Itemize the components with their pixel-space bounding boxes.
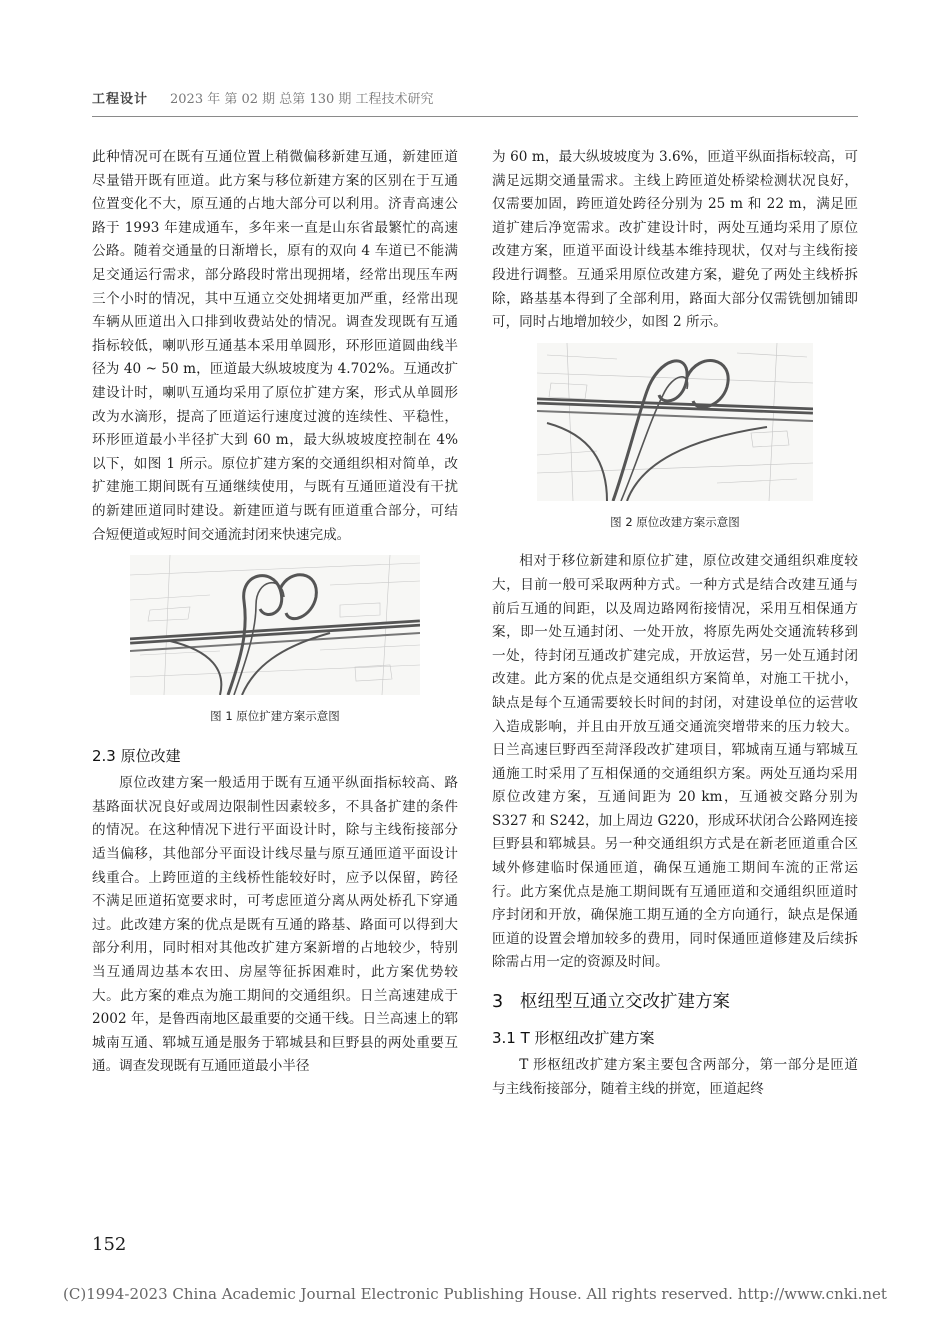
section-title: 枢纽型互通立交改扩建方案 — [520, 992, 730, 1013]
copyright-footer: (C)1994-2023 China Academic Journal Electronic Publishing House. All rights reserved. http://www.cnki.net — [63, 1285, 887, 1303]
section-heading-2-3: 2.3 原位改建 — [92, 746, 181, 765]
section-heading-3 — [492, 991, 858, 1015]
running-header — [92, 88, 858, 117]
paragraph: 为 60 m，最大纵坡坡度为 3.6%，匝道平纵面指标较高，可满足远期交通量需求。主线上跨匝道处桥梁检测状况良好，仅需要加固，跨匝道处跨径分别为 25 m 和 22 m，满足匝道扩建后净宽需求。改扩建设计时，两处互通均采用了原位改建方案，匝道平面设计线基本维持现状，仅对与主线衔接段进行调整。互通采用原位改建方案，避免了两处主线桥拆除，路基基本得到了全部利用，路面大部分仅需铣刨加铺即可，同时占地增加较少，如图 2 所示。 — [492, 149, 858, 331]
right-column — [492, 146, 858, 1101]
section-number: 3 — [492, 992, 504, 1013]
figure-2-caption: 图 2 原位改建方案示意图 — [610, 514, 740, 529]
figure-2 — [492, 343, 858, 501]
paragraph: 此种情况可在既有互通位置上稍微偏移新建互通，新建匝道尽量错开既有匝道。此方案与移位新建方案的区别在于互通位置变化不大，原互通的占地大部分可以利用。济青高速公路于 1993 年建成通车，多年来一直是山东省最繁忙的高速公路。随着交通量的日渐增长，原有的双向 4 车道已不能满足交通运行需求，部分路段时常出现拥堵，经常出现压车两三个小时的情况，其中互通立交处拥堵更加严重，经常出现车辆从匝道出入口排到收费站处的情况。调查发现既有互通指标较低，喇叭形互通基本采用单圆形，环形匝道圆曲线半径为 40 ~ 50 m，匝道最大纵坡坡度为 4.702%。互通改扩建设计时，喇叭互通均采用了原位扩建方案，形式从单圆形改为水滴形，提高了匝道运行速度过渡的连续性、平稳性，环形匝道最小半径扩大到 60 m，最大纵坡坡度控制在 4% 以下，如图 1 所示。原位扩建方案的交通组织相对简单，改扩建施工期间既有互通继续使用，与既有互通匝道没有干扰的新建匝道同时建设。新建匝道与既有匝道重合部分，可结合短便道或短时间交通流封闭来快速完成。 — [92, 149, 458, 543]
left-column — [92, 146, 458, 1079]
paragraph: 相对于移位新建和原位扩建，原位改建交通组织难度较大，目前一般可采取两种方式。一种方式是结合改建互通与前后互通的间距，以及周边路网衔接情况，采用互相保通方案，即一处互通封闭、一处开放，将原先两处交通流转移到一处，待封闭互通改扩建完成，开放运营，另一处互通封闭改建。此方案的优点是交通组织方案简单，对施工干扰小，缺点是每个互通需要较长时间的封闭，对建设单位的运营收入造成影响，并且由开放互通交通流突增带来的压力较大。日兰高速巨野西至菏泽段改扩建项目，郓城南互通与郓城互通施工时采用了互相保通的交通组织方案。两处互通均采用原位改建方案，互通间距为 20 km，互通被交路分别为 S327 和 S242，加上周边 G220，形成环状闭合公路网连接巨野县和郓城县。另一种交通组织方式是在新老匝道重合区域外修建临时保通匝道，确保互通施工期间车流的正常运行。此方案优点是施工期间既有互通匝道和交通组织匝道时序封闭和开放，确保施工期互通的全方向通行，缺点是保通匝道的设置会增加较多的费用，同时保通匝道修建及后续拆除需占用一定的资源及时间。 — [492, 553, 858, 971]
figure-1 — [92, 555, 458, 695]
figure-1-caption: 图 1 原位扩建方案示意图 — [210, 709, 340, 724]
interchange-rebuild-diagram — [537, 343, 813, 501]
paragraph: T 形枢纽改扩建方案主要包含两部分，第一部分是匝道与主线衔接部分，随着主线的拼宽，匝道起终 — [492, 1057, 858, 1097]
issue-info: 2023 年 第 02 期 总第 130 期 工程技术研究 — [170, 92, 434, 107]
section-heading-3-1: 3.1 T 形枢纽改扩建方案 — [492, 1028, 655, 1047]
paragraph: 原位改建方案一般适用于既有互通平纵面指标较高、路基路面状况良好或周边限制性因素较多，不具备扩建的条件的情况。在这种情况下进行平面设计时，除与主线衔接部分适当偏移，其他部分平面设计线尽量与原互通匝道平面设计线重合。上跨匝道的主线桥性能较好时，应予以保留，跨径不满足匝道拓宽要求时，可考虑匝道分离从两处桥孔下穿通过。此改建方案的优点是既有互通的路基、路面可以得到大部分利用，同时相对其他改扩建方案新增的占地较少，特别当互通周边基本农田、房屋等征拆困难时，此方案优势较大。此方案的难点为施工期间的交通组织。日兰高速建成于 2002 年，是鲁西南地区最重要的交通干线。日兰高速上的郓城南互通、郓城互通是服务于郓城县和巨野县的两处重要互通。调查发现既有互通匝道最小半径 — [92, 775, 458, 1075]
page-number: 152 — [92, 1234, 127, 1255]
journal-section: 工程设计 — [92, 92, 149, 107]
interchange-expansion-diagram — [130, 555, 420, 695]
